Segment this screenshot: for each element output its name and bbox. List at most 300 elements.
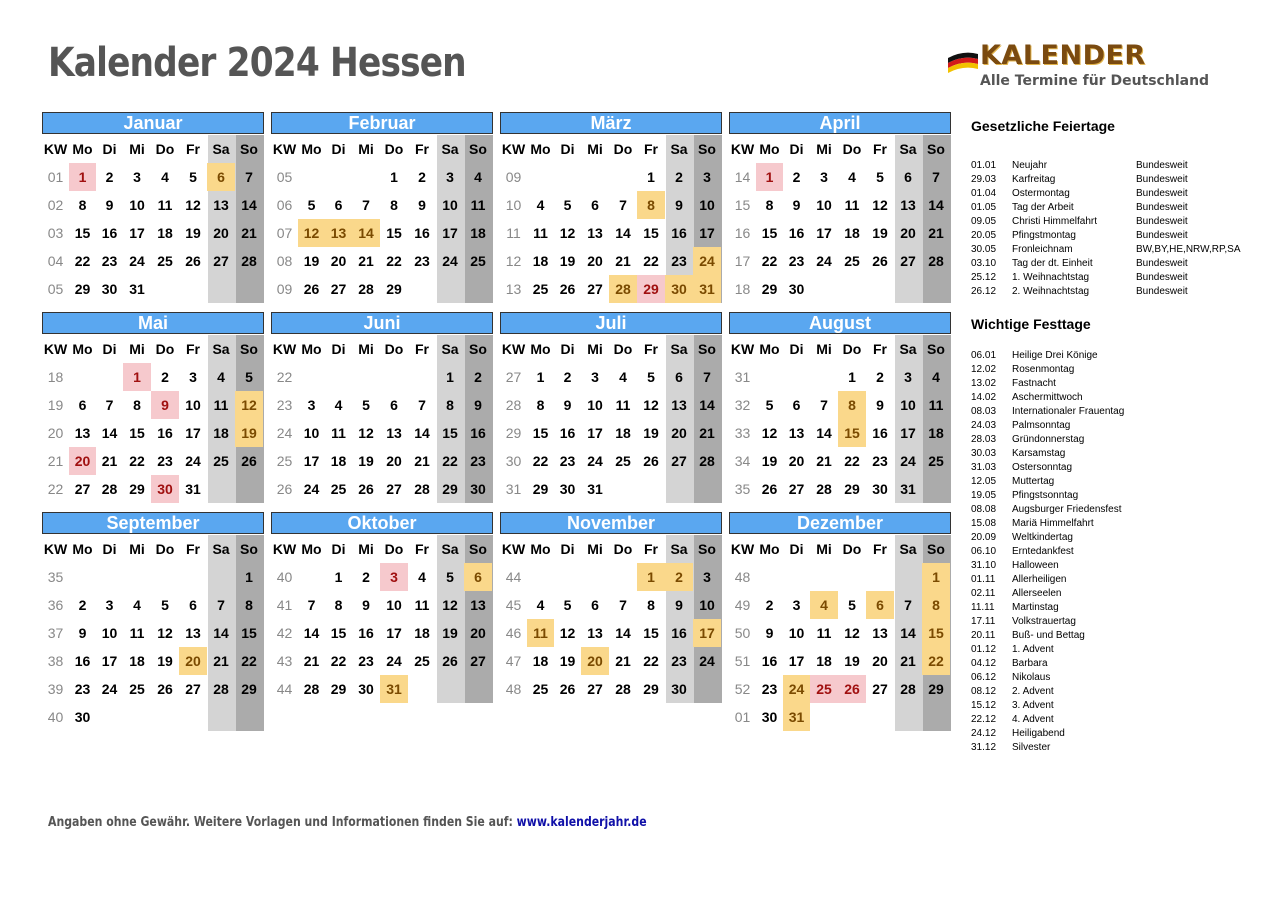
weekday-header-mi: Mi	[358, 141, 374, 157]
calendar-day: 28	[900, 681, 916, 697]
calendar-day: 21	[303, 653, 320, 669]
calendar-day: 18	[213, 425, 229, 441]
calendar-day: 24	[816, 253, 832, 269]
festive-day: 24	[693, 247, 721, 275]
footer-text: Angaben ohne Gewähr. Weitere Vorlagen und Informationen finden Sie auf:	[48, 815, 517, 830]
weekday-header-fr: Fr	[873, 341, 887, 357]
festive-days-list	[971, 349, 1136, 755]
calendar-day: 15	[330, 625, 347, 641]
festive-name: Allerheiligen	[1012, 574, 1067, 585]
calendar-day: 22	[129, 453, 145, 469]
holiday-scope: Bundesweit	[1136, 160, 1188, 171]
festive-day-row	[971, 657, 1136, 671]
holiday-date: 01.04	[971, 188, 997, 199]
legal-holidays-list	[971, 159, 1266, 299]
weekday-header-sa: Sa	[899, 341, 917, 357]
calendar-day: 18	[844, 225, 860, 241]
weekday-header-do: Do	[155, 541, 175, 557]
weekday-header-do: Do	[613, 141, 633, 157]
festive-day-row	[971, 629, 1136, 643]
festive-day: 14	[352, 219, 380, 247]
week-number: 04	[47, 253, 64, 269]
calendar-day: 20	[587, 253, 603, 269]
weekday-header-fr: Fr	[644, 341, 658, 357]
month-title: Juni	[271, 312, 493, 334]
festive-date: 11.11	[971, 602, 995, 613]
festive-name: Karsamstag	[1012, 448, 1066, 459]
calendar-day: 9	[563, 397, 572, 413]
calendar-day: 8	[245, 597, 253, 613]
weekday-header-sa: Sa	[899, 141, 917, 157]
calendar-day: 25	[615, 453, 631, 469]
weekday-header-mi: Mi	[816, 141, 832, 157]
holiday-date: 03.10	[971, 258, 997, 269]
calendar-day: 21	[213, 653, 229, 669]
calendar-day: 13	[213, 197, 229, 213]
festive-day: 31	[783, 703, 810, 731]
month-1	[42, 112, 264, 331]
holiday-day: 25	[810, 675, 838, 703]
weekday-header-fr: Fr	[415, 141, 429, 157]
festive-date: 12.02	[971, 364, 997, 375]
calendar-day: 31	[129, 281, 145, 297]
calendar-day: 15	[442, 425, 458, 441]
calendar-day: 27	[671, 453, 687, 469]
legal-holiday-row	[971, 229, 1266, 243]
calendar-day: 19	[442, 625, 458, 641]
calendar-day: 19	[844, 653, 860, 669]
holiday-day: 1	[69, 163, 96, 191]
calendar-day: 9	[876, 397, 884, 413]
weekday-header-mi: Mi	[358, 541, 374, 557]
week-number: 09	[505, 169, 522, 185]
festive-day-row	[971, 503, 1136, 517]
holiday-day: 1	[756, 163, 783, 191]
calendar-day: 14	[816, 425, 832, 441]
calendar-day: 24	[101, 681, 118, 697]
calendar-day: 11	[844, 197, 860, 213]
calendar-day: 28	[241, 253, 257, 269]
month-title: April	[729, 112, 951, 134]
festive-date: 06.01	[971, 350, 997, 361]
festive-day-row	[971, 727, 1136, 741]
weekday-header-so: So	[698, 341, 716, 357]
festive-date: 06.12	[971, 672, 997, 683]
festive-date: 31.12	[971, 742, 997, 753]
weekday-header-mo: Mo	[72, 141, 93, 157]
week-number: 14	[734, 169, 751, 185]
calendar-day: 14	[414, 425, 430, 441]
calendar-day: 4	[536, 197, 545, 213]
calendar-day: 15	[643, 225, 659, 241]
calendar-day: 20	[872, 653, 888, 669]
festive-day: 1	[922, 563, 950, 591]
weekday-header-do: Do	[842, 341, 862, 357]
week-number: 40	[47, 709, 64, 725]
calendar-day: 18	[157, 225, 173, 241]
calendar-day: 2	[105, 169, 114, 185]
calendar-day: 16	[157, 425, 173, 441]
calendar-day: 29	[928, 681, 944, 697]
calendar-day: 11	[129, 625, 145, 641]
calendar-day: 14	[900, 625, 916, 641]
festive-day-row	[971, 377, 1136, 391]
calendar-day: 23	[101, 253, 118, 269]
calendar-day: 3	[820, 169, 828, 185]
week-number: 22	[276, 369, 293, 385]
festive-date: 17.11	[971, 616, 996, 627]
weekday-header-mo: Mo	[530, 141, 551, 157]
month-title: Dezember	[729, 512, 951, 534]
calendar-day: 22	[74, 253, 91, 269]
weekday-header-di: Di	[331, 341, 346, 357]
calendar-day: 26	[358, 481, 374, 497]
festive-day-row	[971, 419, 1136, 433]
festive-day-row	[971, 713, 1136, 727]
festive-name: Rosenmontag	[1012, 364, 1075, 375]
festive-name: Gründonnerstag	[1012, 434, 1085, 445]
calendar-day: 13	[788, 425, 805, 441]
festive-day-row	[971, 489, 1136, 503]
month-days	[271, 335, 493, 531]
calendar-day: 18	[928, 425, 944, 441]
calendar-day: 17	[788, 653, 805, 669]
festive-day-row	[971, 517, 1136, 531]
holiday-scope: Bundesweit	[1136, 174, 1188, 185]
week-number: 36	[47, 597, 64, 613]
week-number: 31	[734, 369, 751, 385]
holiday-day: 3	[380, 563, 408, 591]
calendar-day: 10	[129, 197, 145, 213]
calendar-day: 2	[474, 369, 482, 385]
weekday-header-so: So	[469, 141, 487, 157]
weekday-header-di: Di	[560, 541, 575, 557]
calendar-day: 28	[213, 681, 229, 697]
calendar-day: 10	[587, 397, 603, 413]
week-number: 27	[505, 369, 522, 385]
calendar-day: 25	[928, 453, 944, 469]
calendar-day: 26	[559, 281, 576, 297]
weekday-header-di: Di	[789, 541, 804, 557]
festive-day-row	[971, 587, 1136, 601]
calendar-day: 8	[765, 197, 774, 213]
calendar-day: 7	[932, 169, 940, 185]
month-title: Juli	[500, 312, 722, 334]
calendar-day: 3	[904, 369, 912, 385]
festive-day: 8	[838, 391, 866, 419]
festive-day-row	[971, 545, 1136, 559]
calendar-day: 29	[386, 281, 402, 297]
calendar-day: 10	[699, 197, 715, 213]
festive-date: 08.03	[971, 406, 997, 417]
calendar-day: 12	[559, 225, 576, 241]
festive-name: 4. Advent	[1012, 714, 1054, 725]
weekday-header-di: Di	[789, 341, 804, 357]
calendar-day: 24	[442, 253, 458, 269]
calendar-day: 5	[765, 397, 774, 413]
calendar-day: 21	[358, 253, 374, 269]
festive-name: Fastnacht	[1012, 378, 1056, 389]
week-number: 08	[276, 253, 293, 269]
calendar-day: 10	[185, 397, 201, 413]
festive-day-row	[971, 461, 1136, 475]
calendar-day: 27	[330, 281, 347, 297]
festive-name: Volkstrauertag	[1012, 616, 1076, 627]
calendar-day: 20	[386, 453, 402, 469]
calendar-day: 24	[699, 653, 715, 669]
calendar-day: 19	[761, 453, 778, 469]
weekday-header-mo: Mo	[72, 341, 93, 357]
weekday-header-mi: Mi	[816, 541, 832, 557]
calendar-day: 20	[900, 225, 916, 241]
calendar-day: 5	[446, 569, 454, 585]
calendar-day: 27	[470, 653, 486, 669]
festive-date: 24.12	[971, 728, 997, 739]
calendar-day: 29	[844, 481, 860, 497]
festive-day: 17	[693, 619, 721, 647]
calendar-day: 16	[872, 425, 888, 441]
calendar-day: 2	[362, 569, 370, 585]
legal-holiday-row	[971, 159, 1266, 173]
calendar-day: 25	[470, 253, 486, 269]
calendar-day: 1	[245, 569, 253, 585]
festive-name: Weltkindertag	[1012, 532, 1073, 543]
calendar-day: 22	[241, 653, 257, 669]
festive-day: 22	[922, 647, 950, 675]
festive-day: 6	[464, 563, 492, 591]
calendar-day: 10	[816, 197, 832, 213]
month-5	[42, 312, 264, 531]
festive-day: 19	[235, 419, 263, 447]
week-number: 09	[276, 281, 293, 297]
week-number: 38	[47, 653, 64, 669]
legal-holidays-heading: Gesetzliche Feiertage	[971, 118, 1115, 134]
calendar-day: 19	[643, 425, 659, 441]
legal-holiday-row	[971, 173, 1266, 187]
festive-day-row	[971, 363, 1136, 377]
week-number: 52	[734, 681, 751, 697]
footer	[48, 815, 647, 830]
holiday-date: 29.03	[971, 174, 997, 185]
calendar-day: 10	[101, 625, 118, 641]
calendar-day: 17	[587, 425, 603, 441]
calendar-day: 28	[699, 453, 715, 469]
holiday-scope: Bundesweit	[1136, 272, 1188, 283]
festive-day-row	[971, 573, 1136, 587]
weekday-header-do: Do	[384, 541, 404, 557]
festive-day-row	[971, 433, 1136, 447]
calendar-day: 12	[761, 425, 778, 441]
weekday-header-sa: Sa	[441, 141, 459, 157]
festive-name: Heilige Drei Könige	[1012, 350, 1098, 361]
week-number: 25	[276, 453, 293, 469]
month-11	[500, 512, 722, 731]
calendar-day: 18	[532, 253, 549, 269]
calendar-day: 29	[761, 281, 778, 297]
calendar-day: 23	[559, 453, 576, 469]
weekday-header-kw: KW	[272, 541, 297, 557]
weekday-header-do: Do	[155, 141, 175, 157]
weekday-header-sa: Sa	[441, 541, 459, 557]
week-number: 03	[47, 225, 64, 241]
festive-day: 1	[637, 563, 665, 591]
week-number: 21	[47, 453, 64, 469]
calendar-day: 19	[303, 253, 320, 269]
holiday-scope: Bundesweit	[1136, 202, 1188, 213]
calendar-day: 22	[330, 653, 347, 669]
calendar-day: 26	[157, 681, 173, 697]
calendar-day: 30	[788, 281, 805, 297]
weekday-header-sa: Sa	[212, 141, 230, 157]
month-days	[271, 135, 493, 331]
festive-day: 15	[838, 419, 866, 447]
weekday-header-kw: KW	[730, 541, 755, 557]
calendar-day: 23	[788, 253, 805, 269]
calendar-day: 27	[587, 681, 603, 697]
month-days	[500, 135, 722, 331]
calendar-day: 2	[563, 369, 572, 385]
week-number: 35	[47, 569, 64, 585]
festive-name: Nikolaus	[1012, 672, 1051, 683]
calendar-day: 15	[532, 425, 549, 441]
weekday-header-mo: Mo	[759, 341, 780, 357]
festive-day: 4	[810, 591, 838, 619]
festive-date: 24.03	[971, 420, 997, 431]
weekday-header-sa: Sa	[670, 541, 688, 557]
calendar-day: 18	[330, 453, 347, 469]
month-days	[42, 335, 264, 531]
calendar-day: 13	[587, 625, 603, 641]
festive-day-row	[971, 447, 1136, 461]
calendar-day: 14	[241, 197, 257, 213]
holiday-name: Tag der Arbeit	[1012, 202, 1074, 213]
calendar-day: 19	[872, 225, 888, 241]
calendar-day: 17	[816, 225, 832, 241]
calendar-day: 29	[74, 281, 91, 297]
calendar-day: 10	[788, 625, 805, 641]
calendar-day: 21	[414, 453, 430, 469]
weekday-header-di: Di	[102, 541, 117, 557]
weekday-header-mi: Mi	[129, 141, 145, 157]
calendar-day: 27	[872, 681, 888, 697]
festive-day: 12	[298, 219, 325, 247]
weekday-header-sa: Sa	[212, 341, 230, 357]
logo-tagline: Alle Termine für Deutschland	[980, 73, 1210, 89]
logo-brand: KALENDER	[980, 40, 1146, 71]
week-number: 44	[505, 569, 522, 585]
holiday-day: 9	[151, 391, 179, 419]
calendar-day: 19	[157, 653, 173, 669]
weekday-header-mo: Mo	[759, 141, 780, 157]
calendar-day: 21	[615, 653, 631, 669]
festive-day: 28	[609, 275, 637, 303]
calendar-day: 9	[792, 197, 801, 213]
legal-holiday-row	[971, 243, 1266, 257]
weekday-header-do: Do	[384, 141, 404, 157]
week-number: 33	[734, 425, 751, 441]
calendar-day: 23	[157, 453, 173, 469]
holiday-date: 26.12	[971, 286, 997, 297]
calendar-day: 16	[74, 653, 91, 669]
calendar-day: 22	[844, 453, 860, 469]
calendar-day: 2	[876, 369, 884, 385]
weekday-header-do: Do	[842, 541, 862, 557]
legal-holiday-row	[971, 215, 1266, 229]
calendar-day: 11	[928, 397, 944, 413]
calendar-day: 24	[185, 453, 201, 469]
calendar-day: 25	[532, 681, 549, 697]
festive-date: 28.03	[971, 434, 997, 445]
calendar-day: 16	[671, 225, 687, 241]
festive-date: 30.03	[971, 448, 997, 459]
weekday-header-so: So	[240, 541, 258, 557]
calendar-day: 11	[615, 397, 631, 413]
festive-day: 6	[866, 591, 894, 619]
festive-day: 6	[207, 163, 235, 191]
page-title: Kalender 2024 Hessen	[48, 40, 466, 86]
holiday-name: Ostermontag	[1012, 188, 1070, 199]
week-number: 44	[276, 681, 293, 697]
calendar-day: 26	[643, 453, 659, 469]
holiday-name: Karfreitag	[1012, 174, 1056, 185]
holiday-date: 25.12	[971, 272, 997, 283]
calendar-day: 18	[470, 225, 486, 241]
calendar-day: 4	[133, 597, 141, 613]
week-number: 42	[276, 625, 293, 641]
calendar-day: 4	[161, 169, 169, 185]
festive-date: 31.10	[971, 560, 997, 571]
week-number: 26	[276, 481, 293, 497]
week-number: 28	[505, 397, 522, 413]
calendar-day: 2	[78, 597, 87, 613]
calendar-day: 7	[619, 197, 627, 213]
calendar-day: 16	[101, 225, 118, 241]
calendar-day: 4	[932, 369, 940, 385]
calendar-day: 13	[900, 197, 916, 213]
calendar-day: 7	[703, 369, 711, 385]
month-12	[729, 512, 951, 731]
festive-day-row	[971, 699, 1136, 713]
calendar-day: 20	[470, 625, 486, 641]
calendar-day: 30	[358, 681, 374, 697]
festive-name: Palmsonntag	[1012, 420, 1071, 431]
weekday-header-fr: Fr	[186, 541, 200, 557]
festive-day-row	[971, 671, 1136, 685]
weekday-header-di: Di	[331, 541, 346, 557]
calendar-day: 7	[362, 197, 370, 213]
calendar-day: 12	[844, 625, 860, 641]
calendar-day: 7	[307, 597, 316, 613]
weekday-header-di: Di	[102, 141, 117, 157]
month-10	[271, 512, 493, 731]
calendar-day: 6	[390, 397, 398, 413]
weekday-header-mo: Mo	[301, 541, 322, 557]
calendar-day: 5	[245, 369, 253, 385]
festive-day-row	[971, 391, 1136, 405]
calendar-day: 7	[245, 169, 253, 185]
festive-name: Mariä Himmelfahrt	[1012, 518, 1094, 529]
calendar-day: 4	[217, 369, 225, 385]
calendar-day: 24	[129, 253, 145, 269]
calendar-day: 6	[792, 397, 801, 413]
calendar-day: 25	[532, 281, 549, 297]
weekday-header-fr: Fr	[873, 541, 887, 557]
festive-name: Muttertag	[1012, 476, 1055, 487]
calendar-day: 3	[446, 169, 454, 185]
calendar-day: 30	[101, 281, 118, 297]
weekday-header-mo: Mo	[301, 141, 322, 157]
footer-link[interactable]: www.kalenderjahr.de	[516, 815, 647, 830]
